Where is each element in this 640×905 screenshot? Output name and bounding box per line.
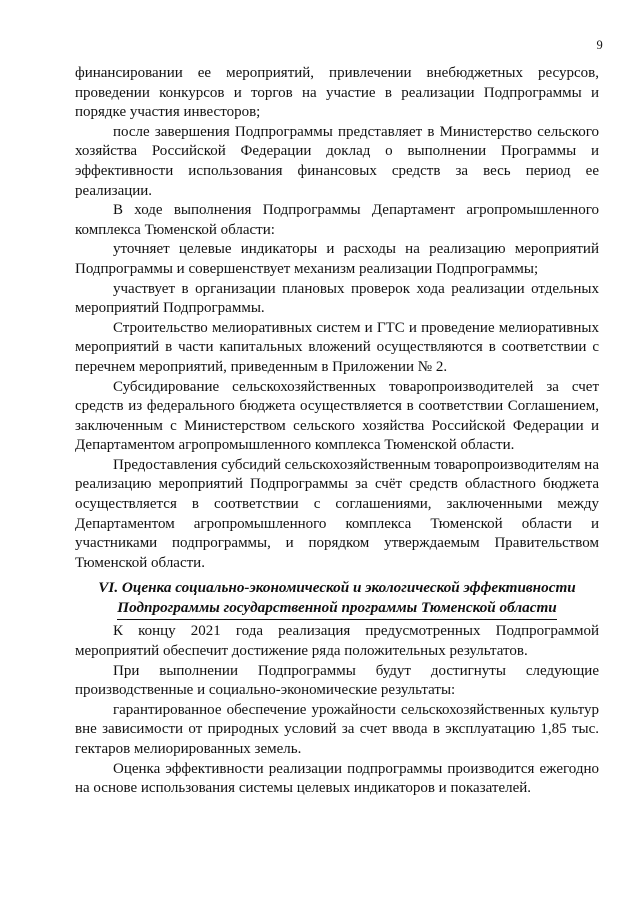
page-number: 9 xyxy=(596,38,603,52)
paragraph-financing: финансировании ее мероприятий, привлечении внебюджетных ресурсов, проведении конкурсов и торгов на участие в реализации Подпрограммы и порядке участия инвесторов; xyxy=(75,65,599,121)
section-heading-line1: VI. Оценка социально-экономической и экологической эффективности xyxy=(98,579,576,597)
section-heading xyxy=(75,578,599,620)
paragraph-yield-guarantee: гарантированное обеспечение урожайности сельскохозяйственных культур вне зависимости от природных условий за счет ввода в эксплуатацию 1,85 тыс. гектаров мелиорированных земель. xyxy=(75,701,599,757)
paragraph-report-to-ministry: после завершения Подпрограммы представляет в Министерство сельского хозяйства Российской Федерации доклад о выполнении Программы и эффективности использования финансовых средств за весь период ее реализации. xyxy=(75,123,599,199)
paragraph-evaluation: Оценка эффективности реализации подпрограммы производится ежегодно на основе использования системы целевых индикаторов и показателей. xyxy=(75,760,599,797)
document-body xyxy=(75,64,599,799)
section-heading-line2: Подпрограммы государственной программы Тюменской области xyxy=(117,598,556,620)
paragraph-results-2021: К концу 2021 года реализация предусмотренных Подпрограммой мероприятий обеспечит достижение ряда положительных результатов. xyxy=(75,623,599,660)
paragraph-inspections: участвует в организации плановых проверок хода реализации отдельных мероприятий Подпрограммы. xyxy=(75,280,599,317)
paragraph-construction: Строительство мелиоративных систем и ГТС и проведение мелиоративных мероприятий в части капитальных вложений осуществляются в соответствии с перечнем мероприятий, приведенным в Приложении № 2. xyxy=(75,319,599,375)
paragraph-expected-results: При выполнении Подпрограммы будут достигнуты следующие производственные и социально-экономические результаты: xyxy=(75,662,599,699)
paragraph-regional-subsidies: Предоставления субсидий сельскохозяйственным товаропроизводителям на реализацию мероприятий Подпрограммы за счёт средств областного бюджета осуществляется в соответствии с соглашениями, заключенными между Департаментом агропромышленного комплекса Тюменской области и участниками подпрограммы, и порядком утверждаемым Правительством Тюменской области. xyxy=(75,456,599,571)
document-page xyxy=(75,0,603,905)
paragraph-indicators: уточняет целевые индикаторы и расходы на реализацию мероприятий Подпрограммы и совершенствует механизм реализации Подпрограммы; xyxy=(75,241,599,277)
paragraph-department-duties: В ходе выполнения Подпрограммы Департамент агропромышленного комплекса Тюменской области: xyxy=(75,202,599,238)
paragraph-federal-subsidies: Субсидирование сельскохозяйственных товаропроизводителей за счет средств из федерального бюджета осуществляется в соответствии Соглашением, заключенным с Министерством сельского хозяйства Российской Федерации и Департаментом агропромышленного комплекса Тюменской области. xyxy=(75,378,599,454)
